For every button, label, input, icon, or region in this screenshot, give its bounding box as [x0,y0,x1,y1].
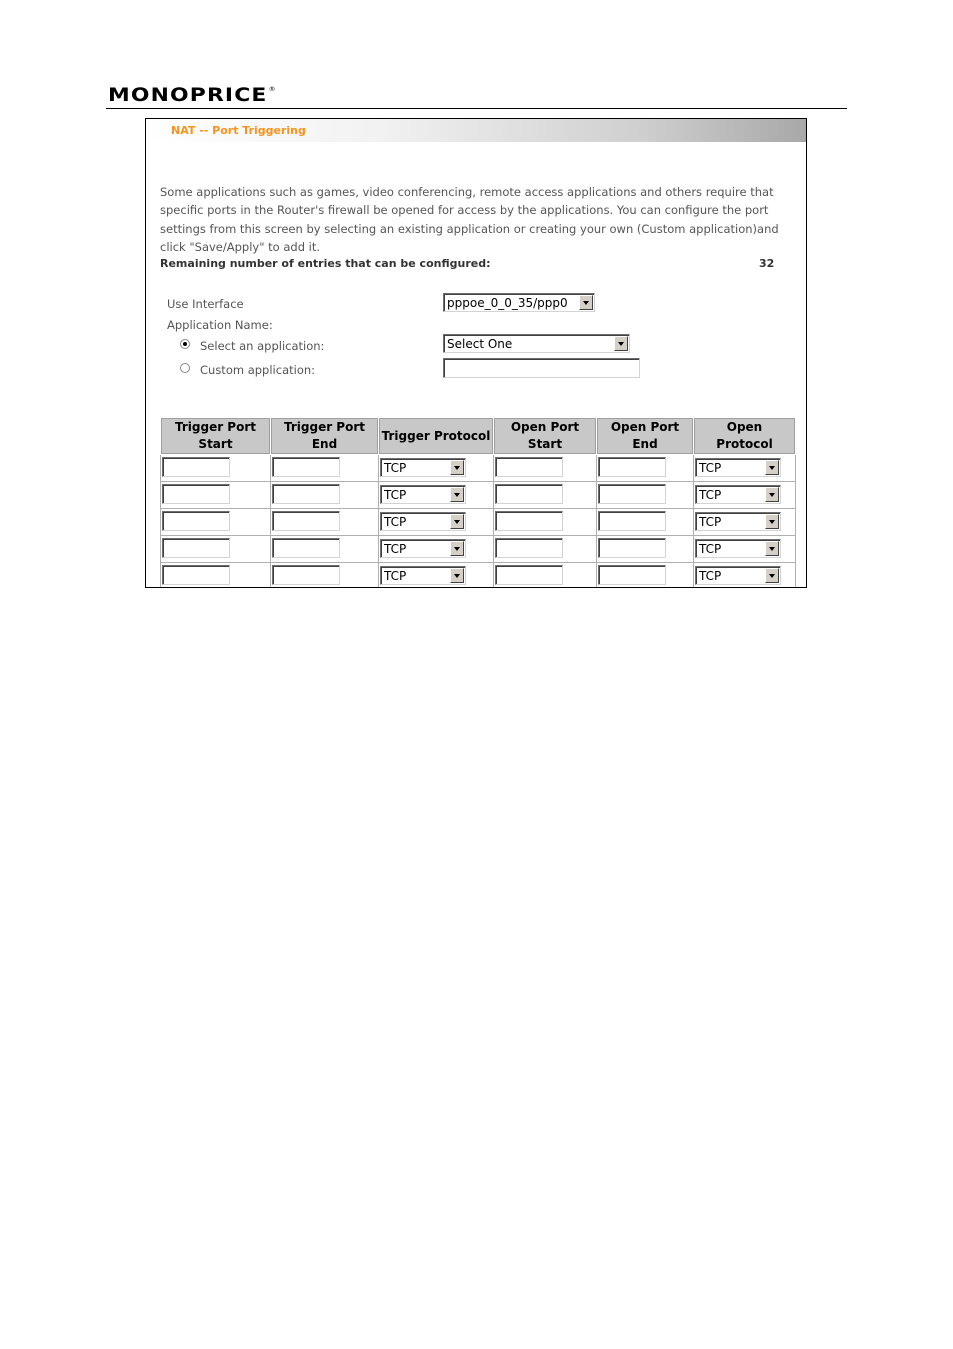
application-select[interactable] [443,334,630,353]
trigger-protocol-value: TCP [384,488,407,502]
page-description: Some applications such as games, video conferencing, remote access applications and others require that specific ports in the Router's firewall be opened for access by the applications. You can configure the port settings from this screen by selecting an existing application or creating your own (Custom application)and click "Save/Apply" to add it. [160,185,779,255]
trigger-protocol-select[interactable] [380,512,466,531]
open-protocol-value: TCP [699,488,722,502]
trigger-port-end-input[interactable] [272,565,340,585]
open-port-start-input[interactable] [495,484,563,504]
trigger-protocol-select[interactable] [380,566,466,585]
open-port-end-input[interactable] [598,484,666,504]
trigger-port-end-input[interactable] [272,484,340,504]
trigger-port-start-input[interactable] [162,565,230,585]
custom-application-input[interactable] [443,358,640,378]
open-port-start-input[interactable] [495,457,563,477]
page-title: NAT -- Port Triggering [171,124,306,137]
chevron-down-icon[interactable] [614,336,628,351]
trigger-port-start-input[interactable] [162,511,230,531]
chevron-down-icon[interactable] [765,460,779,475]
trigger-protocol-select[interactable] [380,539,466,558]
trigger-protocol-select[interactable] [380,458,466,477]
trigger-protocol-value: TCP [384,461,407,475]
open-port-start-input[interactable] [495,538,563,558]
trigger-port-end-input[interactable] [272,511,340,531]
open-protocol-select[interactable] [695,458,781,477]
remaining-entries-count: 32 [759,257,775,270]
header-trigger-port-end: Trigger Port End [271,418,379,455]
open-port-end-input[interactable] [598,538,666,558]
chevron-down-icon[interactable] [450,568,464,583]
trigger-port-end-input[interactable] [272,457,340,477]
open-protocol-select[interactable] [695,539,781,558]
select-application-label: Select an application: [200,339,325,353]
open-protocol-select[interactable] [695,512,781,531]
header-open-protocol: Open Protocol [694,418,796,455]
open-protocol-value: TCP [699,461,722,475]
trigger-port-start-input[interactable] [162,484,230,504]
trigger-protocol-value: TCP [384,515,407,529]
custom-application-label: Custom application: [200,363,316,377]
table-row [161,536,796,563]
open-protocol-value: TCP [699,569,722,583]
chevron-down-icon[interactable] [765,568,779,583]
open-protocol-value: TCP [699,515,722,529]
chevron-down-icon[interactable] [765,541,779,556]
header-open-port-start: Open Port Start [494,418,597,455]
chevron-down-icon[interactable] [450,460,464,475]
header-open-port-end: Open Port End [597,418,694,455]
port-trigger-table [160,417,796,588]
trigger-protocol-select[interactable] [380,485,466,504]
application-select-value: Select One [447,337,513,351]
custom-application-radio[interactable] [180,363,190,373]
monoprice-logo [108,84,277,106]
trigger-port-start-input[interactable] [162,538,230,558]
open-port-start-input[interactable] [495,511,563,531]
use-interface-label: Use Interface [167,297,244,311]
chevron-down-icon[interactable] [765,487,779,502]
table-header-row [161,418,796,455]
use-interface-value: pppoe_0_0_35/ppp0 [447,296,568,310]
trigger-protocol-value: TCP [384,542,407,556]
title-bar [146,119,806,142]
open-port-start-input[interactable] [495,565,563,585]
trigger-protocol-value: TCP [384,569,407,583]
trigger-port-start-input[interactable] [162,457,230,477]
open-port-end-input[interactable] [598,511,666,531]
remaining-entries-label: Remaining number of entries that can be configured: [160,257,491,270]
table-row [161,509,796,536]
table-row [161,563,796,589]
logo-text: MONOPRICE [108,84,268,106]
router-page-frame [145,118,807,588]
header-divider [106,108,847,109]
open-protocol-select[interactable] [695,485,781,504]
application-name-label: Application Name: [167,318,273,332]
header-trigger-protocol: Trigger Protocol [379,418,494,455]
open-port-end-input[interactable] [598,565,666,585]
table-row [161,455,796,482]
open-protocol-value: TCP [699,542,722,556]
trigger-port-end-input[interactable] [272,538,340,558]
open-port-end-input[interactable] [598,457,666,477]
header-trigger-port-start: Trigger Port Start [161,418,271,455]
use-interface-select[interactable] [443,293,595,312]
chevron-down-icon[interactable] [765,514,779,529]
chevron-down-icon[interactable] [450,514,464,529]
chevron-down-icon[interactable] [450,541,464,556]
select-application-radio[interactable] [180,339,190,349]
open-protocol-select[interactable] [695,566,781,585]
chevron-down-icon[interactable] [450,487,464,502]
table-row [161,482,796,509]
chevron-down-icon[interactable] [579,295,593,310]
registered-mark: ® [268,86,277,93]
